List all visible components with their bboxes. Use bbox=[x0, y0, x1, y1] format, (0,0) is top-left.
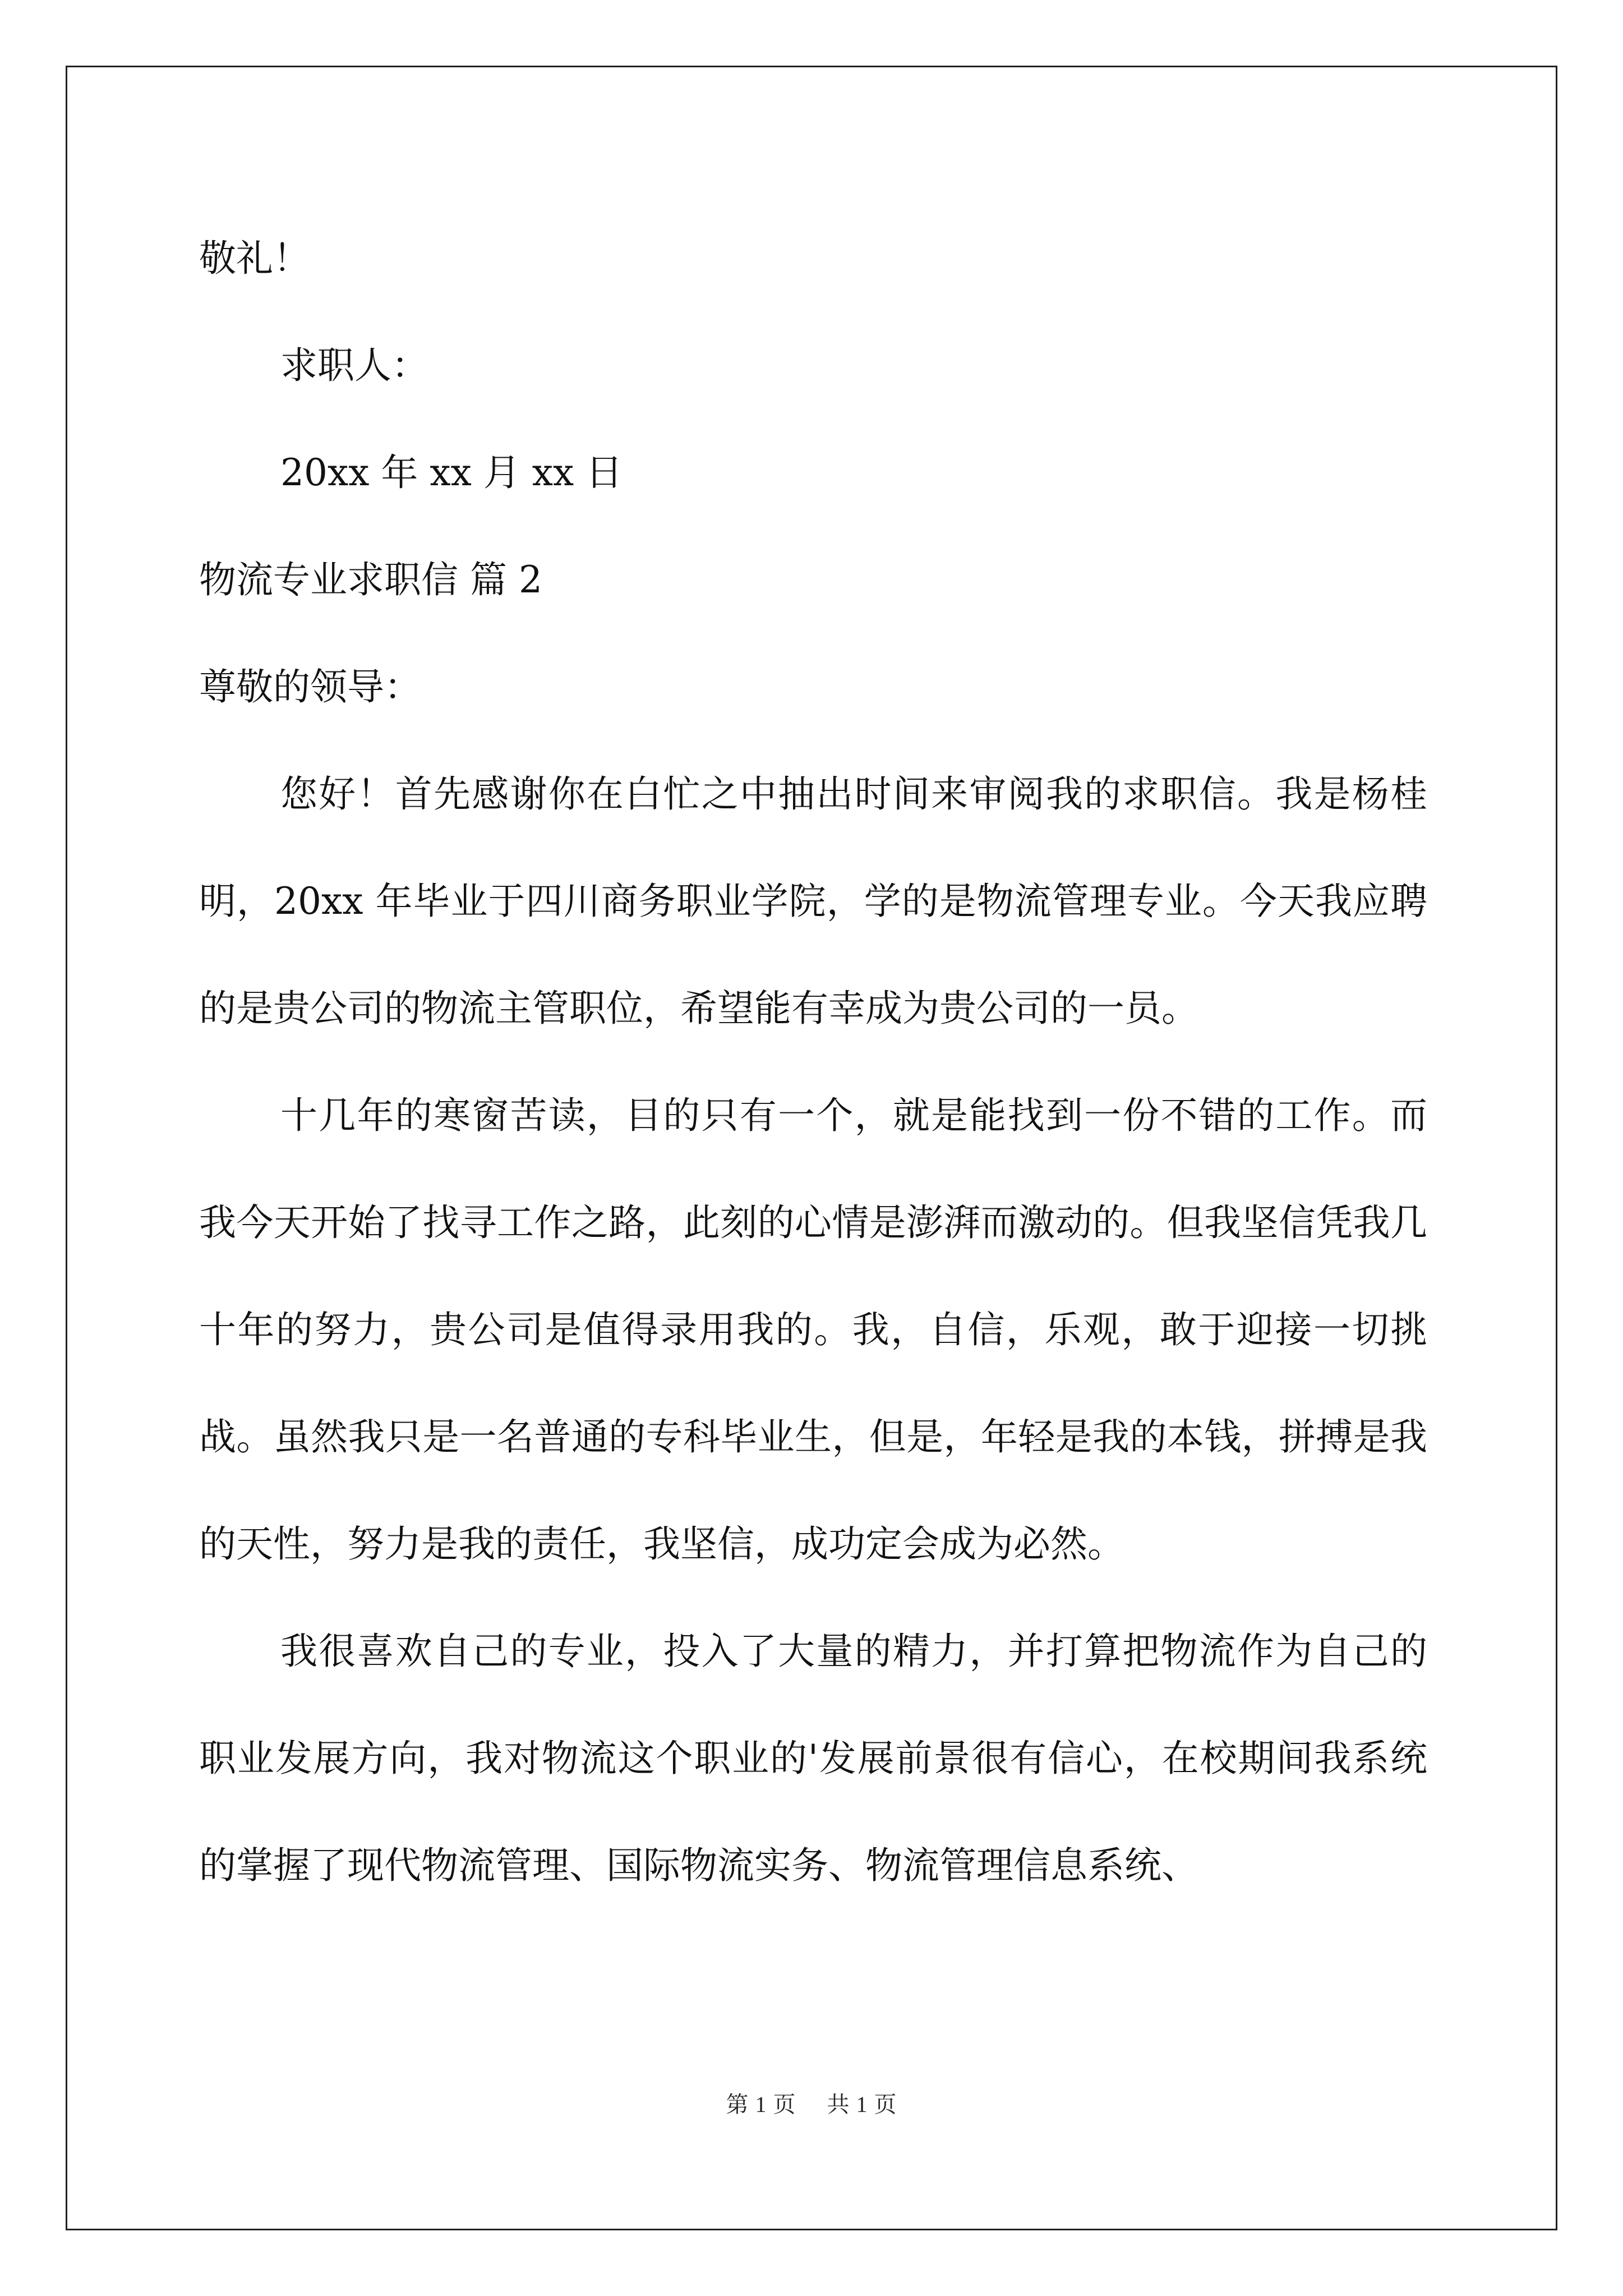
closing-salutation: 敬礼！ bbox=[199, 237, 310, 280]
section-title: 物流专业求职信 篇 2 bbox=[199, 558, 542, 601]
letter-date: 20xx 年 xx 月 xx 日 bbox=[280, 451, 623, 494]
body-paragraph-3: 我很喜欢自己的专业，投入了大量的精力，并打算把物流作为自己的职业发展方向，我对物流这个职业的'发展前景很有信心，在校期间我系统的掌握了现代物流管理、国际物流实务、物流管理信息系统、 bbox=[199, 1630, 1427, 1887]
body-paragraph-2: 十几年的寒窗苦读，目的只有一个，就是能找到一份不错的工作。而我今天开始了找寻工作之路，此刻的心情是澎湃而激动的。但我坚信凭我几十年的努力，贵公司是值得录用我的。我，自信，乐观，敢于迎接一切挑战。虽然我只是一名普通的专科毕业生，但是，年轻是我的本钱，拼搏是我的天性，努力是我的责任，我坚信，成功定会成为必然。 bbox=[199, 1094, 1427, 1566]
body-paragraph-1: 您好！首先感谢你在白忙之中抽出时间来审阅我的求职信。我是杨桂明，20xx 年毕业于四川商务职业学院，学的是物流管理专业。今天我应聘的是贵公司的物流主管职位，希望能有幸成为贵公司的一员。 bbox=[199, 772, 1427, 1030]
salutation: 尊敬的领导： bbox=[199, 665, 421, 708]
signature-label: 求职人： bbox=[280, 344, 428, 387]
page-number: 第 1 页 bbox=[726, 2092, 796, 2117]
page-footer bbox=[0, 2087, 1623, 2119]
document-body bbox=[199, 205, 1427, 1919]
total-pages: 共 1 页 bbox=[827, 2092, 897, 2117]
